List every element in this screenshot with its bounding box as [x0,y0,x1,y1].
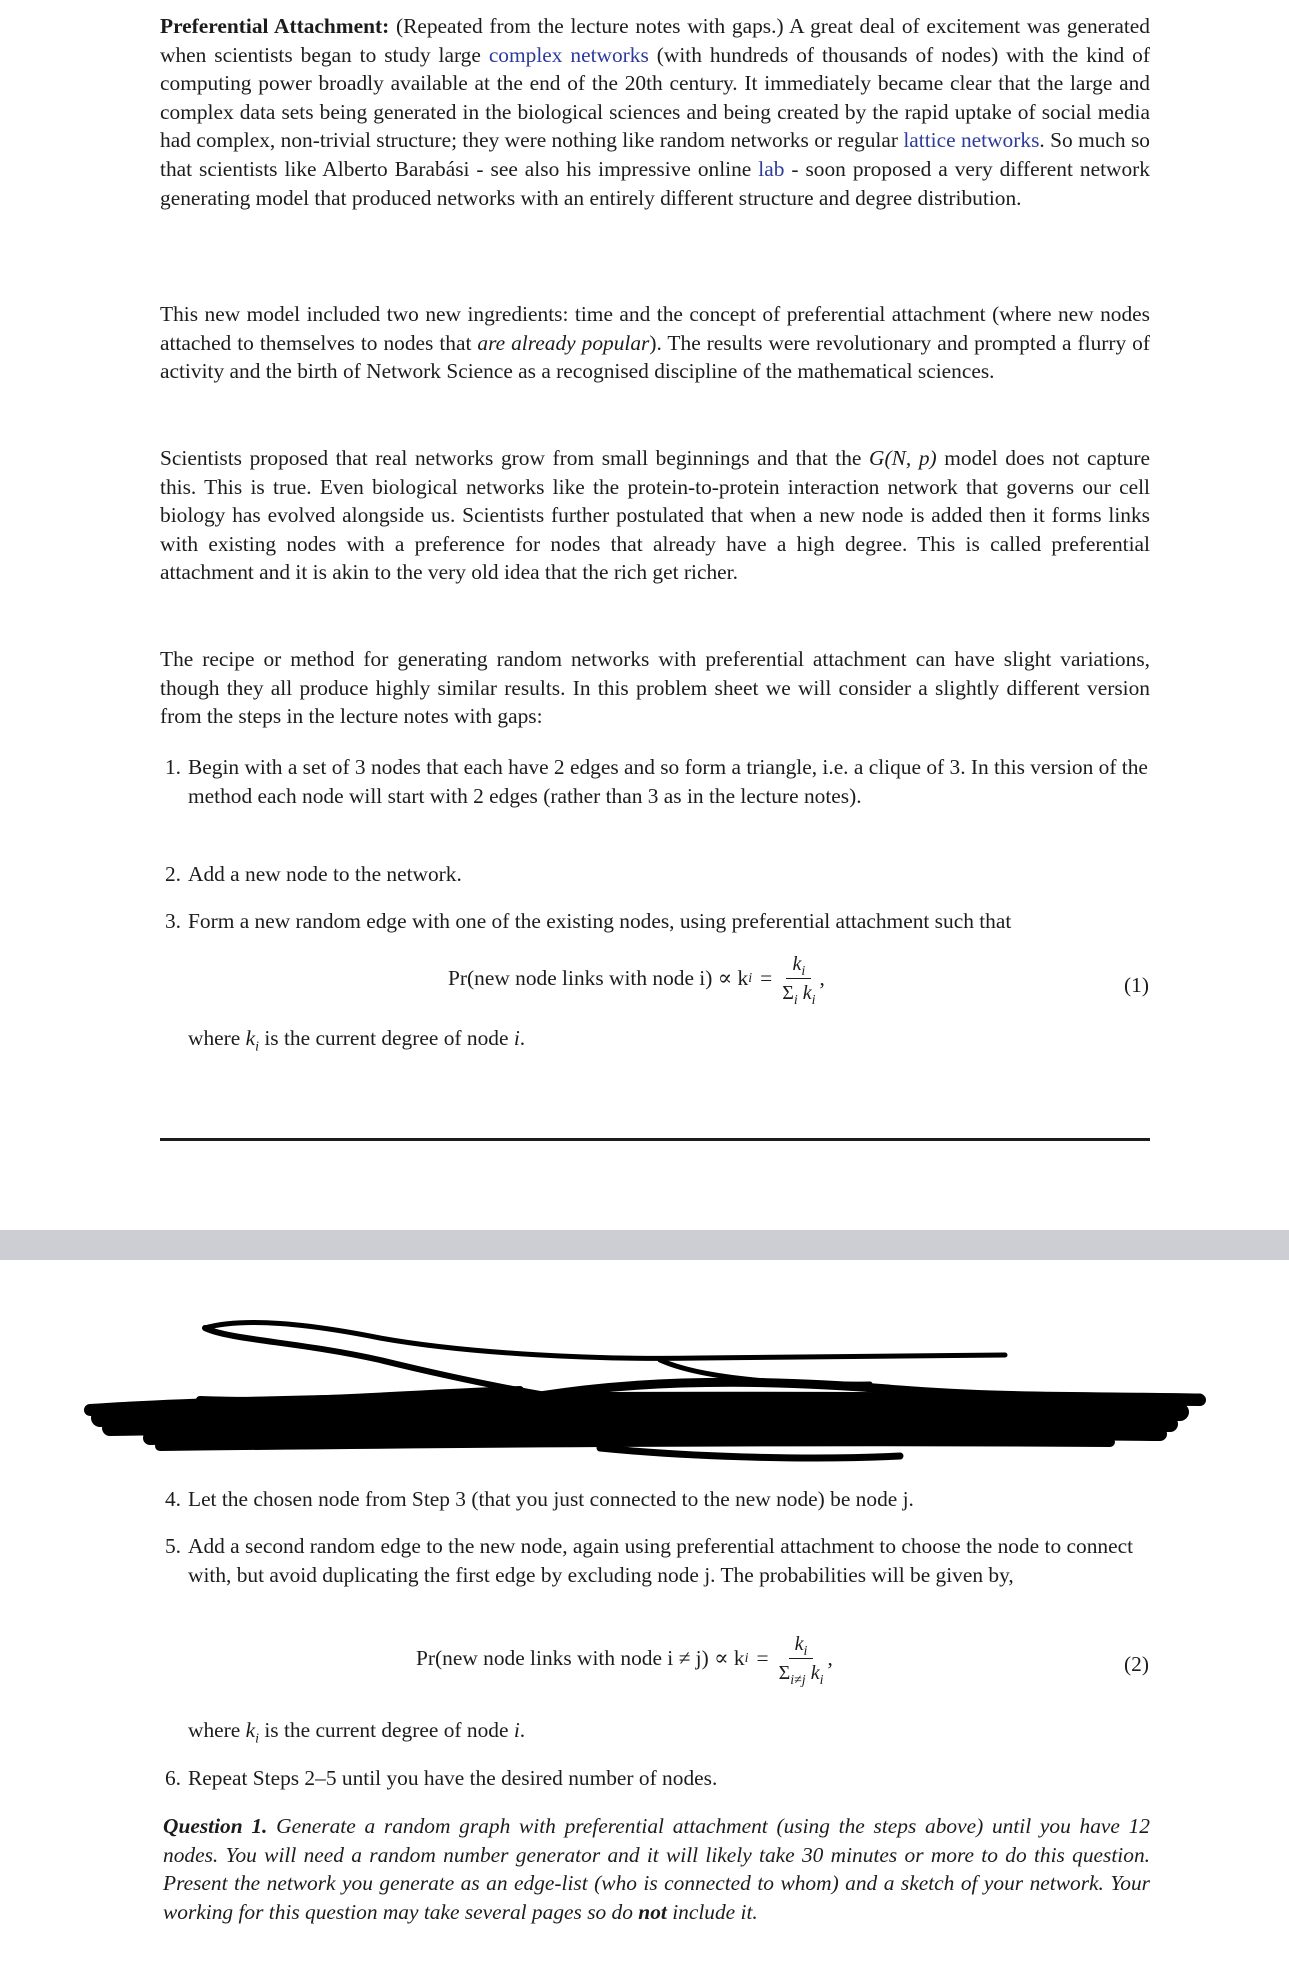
step-text: Form a new random edge with one of the existing nodes, using preferential attachment such that [188,909,1012,933]
list-item-step-3 [164,907,1150,936]
link-complex-networks[interactable]: complex networks [488,42,649,67]
question-text-b: include it. [666,1899,758,1924]
equation-equals: = [760,966,773,991]
para2-emphasis: are already popular [477,330,650,355]
question-not: not [638,1899,667,1924]
para1-text-a: (Repeated from the lecture notes with gaps.) A great deal of excitement was generated when scientists began to study large [160,14,1150,67]
equation-equals: = [756,1646,769,1671]
redaction-scribble [0,1300,1289,1480]
equation-1-tag: (1) [1124,973,1149,997]
equation-1: Pr(new node links with node i) ∝ k i = $\frac{k_i}{\Sigma_i k_i}$ , [448,953,825,1008]
equation-2-tag: (2) [1124,1652,1149,1676]
equation-lhs: Pr(new node links with node i ≠ j) ∝ k [416,1646,745,1671]
step-text: Add a second random edge to the new node, again using preferential attachment to choose the node to connect with, but avoid duplicating the first edge by excluding node j. The probabilities will be given by, [188,1534,1134,1587]
paragraph-real-networks [160,444,1150,587]
paragraph-new-model [160,300,1150,386]
question-1 [163,1812,1150,1926]
para1-text-b: (with hundreds of thousands of nodes) with the kind of computing power broadly available at the end of the 20th century. It immediately became clear that the large and complex data sets being generated in the biological sciences and being created by the rapid uptake of social media had complex, non-trivial structure; they were nothing like random networks or regular [160,42,1150,153]
question-text-a: Generate a random graph with preferential attachment (using the steps above) until you have 12 nodes. You will need a random number generator and it will likely take 30 minutes or more to do this question. Present the network you generate as an edge-list (who is connected to whom) and a sketch of your network. Your working for this question may take several pages so do [163,1814,1151,1924]
equation-2: Pr(new node links with node i ≠ j) ∝ k i = $\frac{k_i}{\Sigma_{i\ne j} k_i}$ , [416,1633,833,1688]
step-number: 6. [164,1766,181,1790]
list-item-step-5 [164,1532,1150,1589]
horizontal-rule [160,1138,1150,1141]
para3-text-b: model does not capture this. This is true. Even biological networks like the protein-to-protein interaction network that governs our cell biology has evolved alongside us. Scientists further postulated that when a new node is added then it forms links with existing nodes with a preference for nodes that already have a high degree. This is called preferential attachment and it is akin to the very old idea that the rich get richer. [160,446,1150,585]
equation-lhs: Pr(new node links with node i) ∝ k [448,966,749,991]
step-number: 2. [164,862,181,886]
list-item-step-6 [164,1764,1150,1793]
fraction-numerator: k [792,953,802,975]
step-text: Repeat Steps 2–5 until you have the desired number of nodes. [188,1766,718,1790]
para1-text-d: - soon proposed a very different network generating model that produced networks with an entirely different structure and degree distribution. [160,156,1150,210]
section-heading: Preferential Attachment: [160,14,390,38]
step-number: 1. [164,755,181,779]
step-number: 3. [164,909,181,933]
where-note-1: where $k_i$ is the current degree of node i. [188,1026,526,1055]
where-note-2: where $k_i$ is the current degree of node i. [188,1718,526,1747]
fraction-numerator: k [794,1633,804,1655]
list-item-step-4 [164,1485,1150,1514]
link-lab[interactable]: lab [758,156,785,181]
paragraph-recipe: The recipe or method for generating random networks with preferential attachment can have slight variations, though they all produce highly similar results. In this problem sheet we will consider a slightly different version from the steps in the lecture notes with gaps: [160,647,1150,729]
model-name: G(N, p) [869,446,937,470]
list-item-step-1 [164,753,1150,810]
para3-text-a: Scientists proposed that real networks grow from small beginnings and that the [160,446,870,470]
question-label: Question 1. [163,1814,268,1838]
para2-text-b: ). The results were revolutionary and prompted a flurry of activity and the birth of Network Science as a recognised discipline of the mathematical sciences. [160,330,1150,384]
list-item-step-2 [164,860,1150,889]
para1-text-c: . So much so that scientists like Alberto Barabási - see also his impressive online [160,128,1150,181]
step-text: Begin with a set of 3 nodes that each have 2 edges and so form a triangle, i.e. a clique of 3. In this version of the method each node will start with 2 edges (rather than 3 as in the lecture notes). [188,755,1148,808]
step-text: Add a new node to the network. [188,862,462,886]
fraction-denominator: Σ [782,982,794,1004]
step-text: Let the chosen node from Step 3 (that you just connected to the new node) be node j. [188,1487,914,1511]
fraction-denominator-subscript: i≠j [790,1673,806,1688]
step-number: 4. [164,1487,181,1511]
equation-fraction: $\frac{k_i}{\Sigma_{i\ne j} k_i}$ [778,1633,824,1688]
link-lattice-networks[interactable]: lattice networks [903,128,1040,153]
equation-fraction: $\frac{k_i}{\Sigma_i k_i}$ [782,953,816,1008]
fraction-denominator: Σ [778,1662,791,1684]
page-separator-band [0,1230,1289,1260]
paragraph-preferential-attachment [160,12,1150,212]
para2-text-a: This new model included two new ingredients: time and the concept of preferential attachment (where new nodes attached to themselves to nodes that [160,302,1150,355]
step-number: 5. [164,1534,181,1558]
